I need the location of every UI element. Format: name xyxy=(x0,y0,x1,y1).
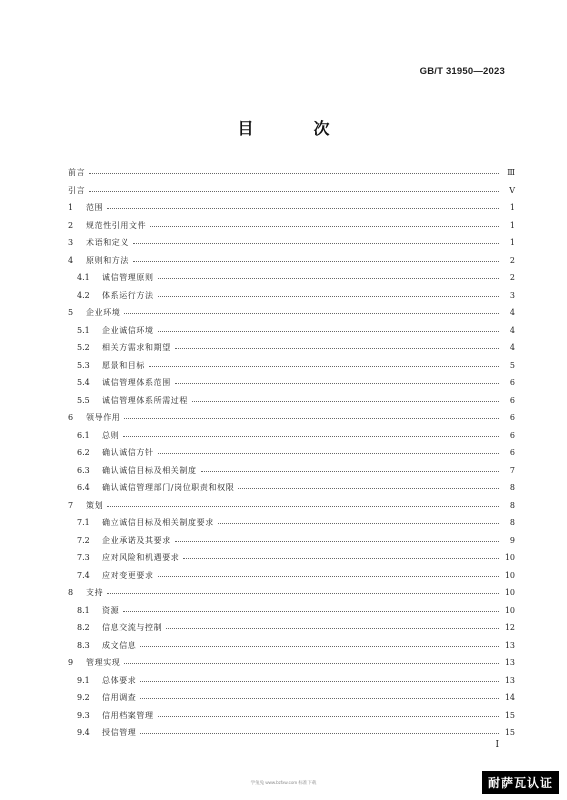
toc-entry-label: 确认诚信方针 xyxy=(102,448,154,458)
toc-entry[interactable] xyxy=(68,602,515,620)
dot-leader xyxy=(140,698,499,699)
toc-entry-page: 10 xyxy=(504,588,515,598)
toc-entry-label: 策划 xyxy=(86,500,104,510)
toc-entry-label: 应对变更要求 xyxy=(102,570,154,580)
toc-entry[interactable] xyxy=(68,339,515,357)
toc-entry-label: 成文信息 xyxy=(102,640,137,650)
toc-entry-label: 范围 xyxy=(86,203,104,213)
toc-entry-page: 1 xyxy=(509,203,515,213)
toc-entry-page: 8 xyxy=(509,518,515,528)
toc-entry-label: 信息交流与控制 xyxy=(102,623,163,633)
toc-entry-page: 7 xyxy=(509,465,515,475)
toc-entry[interactable] xyxy=(68,217,515,235)
page-title: 目 次 xyxy=(237,119,352,138)
toc-entry-page: 4 xyxy=(509,308,515,318)
toc-entry-label: 愿景和目标 xyxy=(102,360,145,370)
toc-entry[interactable] xyxy=(68,252,515,270)
dot-leader xyxy=(158,331,499,332)
standard-code: GB/T 31950—2023 xyxy=(419,66,505,77)
toc-entry-page: 14 xyxy=(504,693,515,703)
toc-entry-page: 1 xyxy=(509,220,515,230)
toc-entry[interactable] xyxy=(68,497,515,515)
dot-leader xyxy=(175,541,499,542)
dot-leader xyxy=(124,418,499,419)
dot-leader xyxy=(158,296,499,297)
toc-entry-label: 企业环境 xyxy=(86,308,121,318)
toc-entry-number: 4.2 xyxy=(77,290,90,300)
toc-entry[interactable] xyxy=(68,637,515,655)
toc-entry[interactable] xyxy=(68,287,515,305)
toc-entry[interactable] xyxy=(68,234,515,252)
toc-entry-label: 前言 xyxy=(68,168,86,178)
toc-entry[interactable] xyxy=(68,269,515,287)
toc-entry-page: 4 xyxy=(509,343,515,353)
toc-entry-page: 15 xyxy=(504,710,515,720)
dot-leader xyxy=(140,681,499,682)
toc-entry-label: 规范性引用文件 xyxy=(86,220,147,230)
toc-entry-number: 5.3 xyxy=(77,360,90,370)
toc-entry-number: 5.4 xyxy=(77,378,90,388)
toc-entry[interactable] xyxy=(68,427,515,445)
toc-entry-label: 确认诚信目标及相关制度 xyxy=(102,465,197,475)
toc-entry-number: 7.2 xyxy=(77,535,90,545)
toc-entry[interactable] xyxy=(68,444,515,462)
toc-entry[interactable] xyxy=(68,532,515,550)
page-number: Ⅰ xyxy=(495,740,499,750)
dot-leader xyxy=(107,208,499,209)
dot-leader xyxy=(192,401,499,402)
toc-entry-number: 6.4 xyxy=(77,483,90,493)
toc-entry[interactable] xyxy=(68,654,515,672)
toc-entry-page: 8 xyxy=(509,483,515,493)
toc-entry-label: 企业承诺及其要求 xyxy=(102,535,171,545)
toc-entry-label: 总体要求 xyxy=(102,675,137,685)
toc-entry[interactable] xyxy=(68,409,515,427)
toc-entry-page: 10 xyxy=(504,570,515,580)
toc-entry[interactable] xyxy=(68,199,515,217)
toc-entry-page: Ⅴ xyxy=(509,185,515,195)
toc-entry-number: 5 xyxy=(68,308,74,318)
toc-entry-label: 相关方需求和期望 xyxy=(102,343,171,353)
toc-entry-page: 1 xyxy=(509,238,515,248)
toc-entry[interactable] xyxy=(68,514,515,532)
dot-leader xyxy=(133,261,499,262)
toc-entry-page: 5 xyxy=(509,360,515,370)
toc-entry-label: 体系运行方法 xyxy=(102,290,154,300)
toc-entry-number: 7 xyxy=(68,500,74,510)
dot-leader xyxy=(166,628,499,629)
toc-entry-number: 5.5 xyxy=(77,395,90,405)
toc-entry-page: 6 xyxy=(509,430,515,440)
toc-entry-number: 9.2 xyxy=(77,693,90,703)
toc-entry-number: 6 xyxy=(68,413,74,423)
toc-entry-number: 3 xyxy=(68,238,74,248)
toc-entry-page: 6 xyxy=(509,378,515,388)
dot-leader xyxy=(89,191,499,192)
toc-entry-page: 10 xyxy=(504,605,515,615)
toc-entry-page: 12 xyxy=(504,623,515,633)
dot-leader xyxy=(183,558,499,559)
toc-entry-label: 资源 xyxy=(102,605,120,615)
toc-entry-page: 3 xyxy=(509,290,515,300)
toc-entry[interactable] xyxy=(68,619,515,637)
toc-entry-page: 2 xyxy=(509,255,515,265)
toc-entry-page: 13 xyxy=(504,658,515,668)
toc-entry-label: 诚信管理体系所需过程 xyxy=(102,395,188,405)
toc-entry-label: 术语和定义 xyxy=(86,238,129,248)
toc-entry-label: 确立诚信目标及相关制度要求 xyxy=(102,518,214,528)
toc-entry-label: 授信管理 xyxy=(102,728,137,738)
toc-entry-number: 2 xyxy=(68,220,74,230)
toc-entry-page: 6 xyxy=(509,448,515,458)
toc-entry-page: 10 xyxy=(504,553,515,563)
dot-leader xyxy=(158,453,499,454)
toc-entry-number: 9.4 xyxy=(77,728,90,738)
toc-entry-page: 9 xyxy=(509,535,515,545)
dot-leader xyxy=(123,436,499,437)
toc-entry-page: 4 xyxy=(509,325,515,335)
toc-entry-number: 6.2 xyxy=(77,448,90,458)
toc-entry[interactable] xyxy=(68,724,515,742)
dot-leader xyxy=(123,611,499,612)
toc-entry-page: 6 xyxy=(509,413,515,423)
toc-entry-page: 6 xyxy=(509,395,515,405)
dot-leader xyxy=(158,576,499,577)
toc-entry-number: 8.1 xyxy=(77,605,90,615)
toc-entry-number: 9 xyxy=(68,658,74,668)
dot-leader xyxy=(89,173,499,174)
dot-leader xyxy=(218,523,499,524)
toc-entry-number: 7.3 xyxy=(77,553,90,563)
dot-leader xyxy=(107,593,499,594)
toc-entry-page: Ⅲ xyxy=(507,168,515,178)
dot-leader xyxy=(175,383,499,384)
dot-leader xyxy=(107,506,499,507)
toc-entry-label: 引言 xyxy=(68,185,86,195)
toc-entry-label: 企业诚信环境 xyxy=(102,325,154,335)
toc-entry[interactable] xyxy=(68,479,515,497)
toc-entry-label: 管理实现 xyxy=(86,658,121,668)
toc-entry-page: 8 xyxy=(509,500,515,510)
toc-entry[interactable] xyxy=(68,304,515,322)
dot-leader xyxy=(149,366,499,367)
dot-leader xyxy=(150,226,499,227)
dot-leader xyxy=(201,471,499,472)
toc-entry[interactable] xyxy=(68,689,515,707)
toc-entry-label: 支持 xyxy=(86,588,104,598)
toc-entry-label: 领导作用 xyxy=(86,413,121,423)
dot-leader xyxy=(158,278,499,279)
toc-entry-page: 15 xyxy=(504,728,515,738)
toc-entry-label: 应对风险和机遇要求 xyxy=(102,553,180,563)
toc-entry-number: 8 xyxy=(68,588,74,598)
toc-entry[interactable] xyxy=(68,374,515,392)
toc-entry[interactable] xyxy=(68,462,515,480)
toc-entry[interactable] xyxy=(68,164,515,182)
toc-entry-page: 2 xyxy=(509,273,515,283)
toc-entry[interactable] xyxy=(68,322,515,340)
toc-entry[interactable] xyxy=(68,672,515,690)
toc-entry-number: 5.1 xyxy=(77,325,90,335)
toc-entry-label: 总则 xyxy=(102,430,120,440)
toc-entry[interactable] xyxy=(68,392,515,410)
toc-entry-number: 1 xyxy=(68,203,74,213)
dot-leader xyxy=(124,313,499,314)
dot-leader xyxy=(140,733,499,734)
toc-entry[interactable] xyxy=(68,584,515,602)
dot-leader xyxy=(133,243,499,244)
toc-entry-page: 13 xyxy=(504,675,515,685)
toc-entry-label: 诚信管理原则 xyxy=(102,273,154,283)
toc-entry[interactable] xyxy=(68,707,515,725)
toc-entry-number: 9.3 xyxy=(77,710,90,720)
toc-entry-number: 5.2 xyxy=(77,343,90,353)
toc-entry-label: 信用档案管理 xyxy=(102,710,154,720)
toc-entry-label: 确认诚信管理部门/岗位职责和权限 xyxy=(102,483,235,493)
table-of-contents xyxy=(68,164,515,742)
toc-entry-number: 8.2 xyxy=(77,623,90,633)
toc-entry-number: 6.1 xyxy=(77,430,90,440)
toc-entry[interactable] xyxy=(68,182,515,200)
toc-entry-number: 7.1 xyxy=(77,518,90,528)
toc-entry[interactable] xyxy=(68,357,515,375)
dot-leader xyxy=(140,646,499,647)
toc-entry-number: 7.4 xyxy=(77,570,90,580)
toc-entry[interactable] xyxy=(68,567,515,585)
toc-entry-label: 原则和方法 xyxy=(86,255,129,265)
toc-entry-number: 9.1 xyxy=(77,675,90,685)
dot-leader xyxy=(238,488,499,489)
dot-leader xyxy=(158,716,499,717)
toc-entry-label: 信用调查 xyxy=(102,693,137,703)
watermark-badge: 耐萨瓦认证 xyxy=(482,771,559,794)
toc-entry-number: 4 xyxy=(68,255,74,265)
dot-leader xyxy=(124,663,499,664)
toc-entry-number: 8.3 xyxy=(77,640,90,650)
toc-entry-number: 6.3 xyxy=(77,465,90,475)
toc-entry-number: 4.1 xyxy=(77,273,90,283)
toc-entry[interactable] xyxy=(68,549,515,567)
toc-entry-page: 13 xyxy=(504,640,515,650)
toc-entry-label: 诚信管理体系范围 xyxy=(102,378,171,388)
footer-source-text: 学兔兔 www.bzfxw.com 标准下载 xyxy=(250,780,317,785)
dot-leader xyxy=(175,348,499,349)
